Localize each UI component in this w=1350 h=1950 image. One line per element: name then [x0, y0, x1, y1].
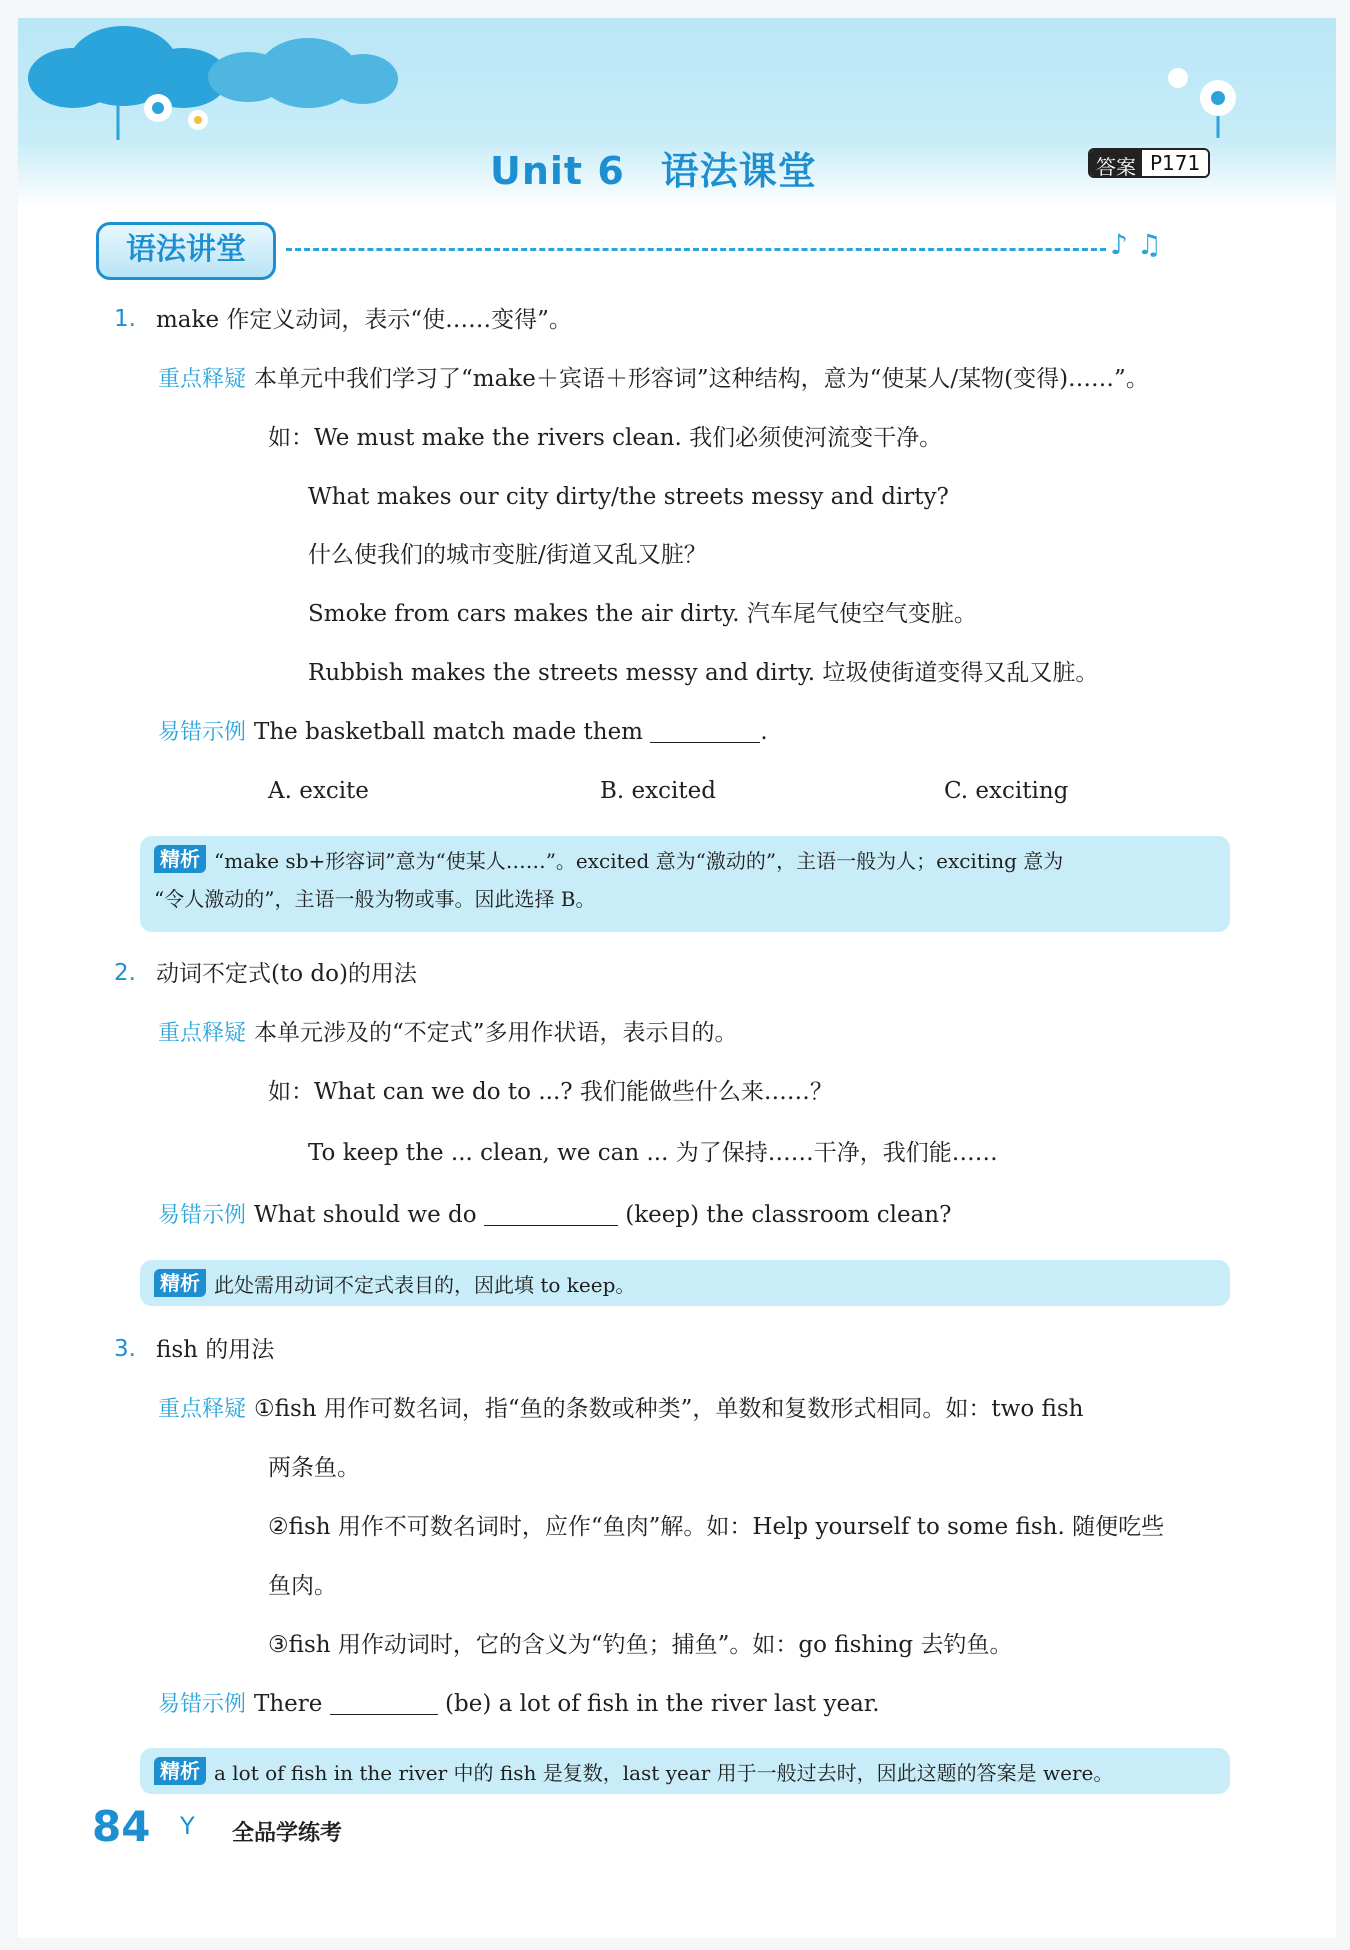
flower-icon: [1138, 58, 1258, 138]
analysis-tag: 精析: [154, 1757, 206, 1785]
question-text: What should we do: [254, 1202, 477, 1228]
explain-line: 两条鱼。: [268, 1455, 360, 1481]
answer-page: P171: [1142, 150, 1208, 176]
question-text: There: [254, 1691, 323, 1717]
analysis-box: [140, 836, 1230, 932]
option-c: C. exciting: [944, 778, 1069, 804]
unit-title: 语法课堂: [660, 149, 817, 193]
key-point-tag: 重点释疑: [158, 1021, 247, 1046]
example-line: Rubbish makes the streets messy and dirty. 垃圾使街道变得又乱又脏。: [308, 660, 1099, 686]
analysis-text: 此处需用动词不定式表目的，因此填 to keep。: [214, 1273, 636, 1297]
analysis-tag: 精析: [154, 1269, 206, 1297]
unit-label: Unit 6: [490, 149, 625, 193]
key-point-tag: 重点释疑: [158, 367, 247, 392]
item-heading: make 作定义动词，表示“使……变得”。: [156, 307, 572, 333]
explain-text: 本单元涉及的“不定式”多用作状语，表示目的。: [254, 1020, 738, 1046]
answer-blank[interactable]: [330, 1693, 438, 1715]
flower-icon: [98, 68, 238, 140]
question-text: The basketball match made them: [254, 719, 643, 745]
question-line: [158, 717, 768, 748]
question-end: .: [760, 719, 768, 745]
example-line: 如：We must make the rivers clean. 我们必须使河流变干净。: [268, 425, 943, 451]
item-number: 3.: [114, 1336, 136, 1362]
analysis-text: “令人激动的”，主语一般为物或事。因此选择 B。: [154, 887, 596, 911]
explain-line: ③fish 用作动词时，它的含义为“钓鱼；捕鱼”。如：go fishing 去钓鱼。: [268, 1632, 1013, 1658]
answer-blank[interactable]: [484, 1204, 618, 1226]
page-title: [490, 140, 817, 195]
common-error-tag: 易错示例: [158, 720, 247, 745]
explain-line: 鱼肉。: [268, 1573, 337, 1599]
music-note-icon: ♪ ♫: [1110, 228, 1162, 261]
analysis-text: a lot of fish in the river 中的 fish 是复数，last year 用于一般过去时，因此这题的答案是 were。: [214, 1761, 1114, 1785]
answer-reference: [1088, 148, 1210, 178]
item-number: 2.: [114, 960, 136, 986]
item-heading: fish 的用法: [156, 1337, 275, 1363]
header-banner: [18, 18, 1336, 140]
key-point-tag: 重点释疑: [158, 1397, 247, 1422]
explain-line: [158, 1394, 1083, 1425]
explain-text: ①fish 用作可数名词，指“鱼的条数或种类”，单数和复数形式相同。如：two fish: [254, 1396, 1084, 1422]
common-error-tag: 易错示例: [158, 1692, 247, 1717]
option-b: B. excited: [600, 778, 716, 804]
analysis-text: “make sb+形容词”意为“使某人……”。excited 意为“激动的”，主语一般为人；exciting 意为: [214, 849, 1064, 873]
section-title: 语法讲堂: [96, 222, 276, 280]
example-line: 什么使我们的城市变脏/街道又乱又脏？: [308, 542, 707, 568]
option-a: A. excite: [268, 778, 369, 804]
example-line: Smoke from cars makes the air dirty. 汽车尾气使空气变脏。: [308, 601, 977, 627]
common-error-tag: 易错示例: [158, 1203, 247, 1228]
analysis-box: [140, 1748, 1230, 1794]
dashed-divider: [286, 248, 1106, 251]
explain-line: [158, 364, 1149, 395]
explain-line: [158, 1018, 738, 1049]
answer-blank[interactable]: [650, 721, 760, 743]
answer-label: 答案: [1090, 150, 1142, 176]
question-line: [158, 1689, 880, 1720]
explain-text: 本单元中我们学习了“make＋宾语＋形容词”这种结构，意为“使某人/某物(变得)……”。: [254, 366, 1149, 392]
question-end: (keep) the classroom clean?: [625, 1202, 952, 1228]
explain-line: ②fish 用作不可数名词时，应作“鱼肉”解。如：Help yourself to some fish. 随便吃些: [268, 1514, 1165, 1540]
analysis-tag: 精析: [154, 845, 206, 873]
leaf-icon: Y: [180, 1812, 195, 1840]
example-line: 如：What can we do to ...? 我们能做些什么来……？: [268, 1079, 833, 1105]
page-number: 84: [92, 1802, 151, 1851]
question-end: (be) a lot of fish in the river last year.: [445, 1691, 880, 1717]
item-heading: 动词不定式(to do)的用法: [156, 961, 417, 987]
example-line: To keep the ... clean, we can ... 为了保持……干净，我们能……: [308, 1140, 998, 1166]
brand-name: 全品学练考: [232, 1821, 343, 1846]
question-line: [158, 1200, 951, 1231]
example-line: What makes our city dirty/the streets messy and dirty?: [308, 484, 949, 510]
analysis-box: [140, 1260, 1230, 1306]
item-number: 1.: [114, 306, 136, 332]
